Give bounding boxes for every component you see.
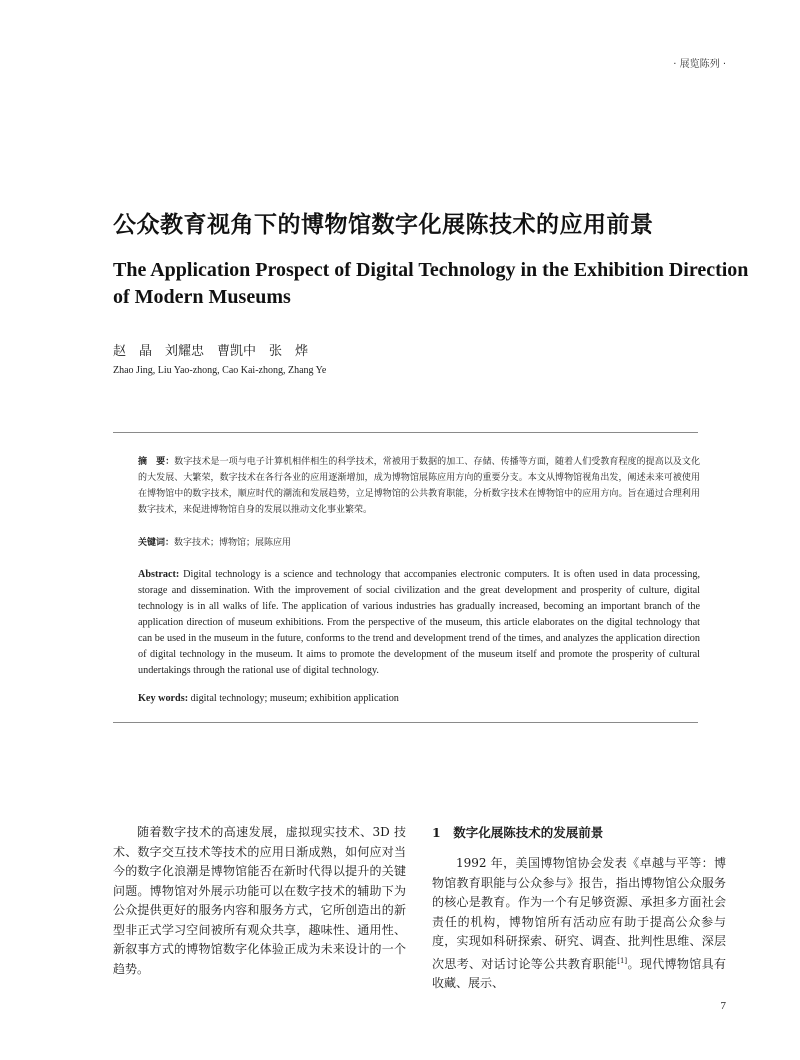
abstract-zh — [138, 454, 700, 518]
body-paragraph: 随着数字技术的高速发展，虚拟现实技术、3D 技术、数字交互技术等技术的应用日渐成熟，如何应对当今的数字化浪潮是博物馆能否在新时代得以提升的关键问题。博物馆对外展示功能可以在数字技术的辅助下为公众提供更好的服务内容和服务方式，它所创造出的新型非正式学习空间被所有观众共享，趣味性、通用性、新叙事方式的博物馆数字化体验正成为未来设计的一个趋势。 — [113, 825, 406, 976]
abstract-en-label: Abstract: — [138, 569, 180, 580]
title-en: The Application Prospect of Digital Technology in the Exhibition Direction of Modern Museums — [113, 259, 749, 308]
keywords-zh-label: 关键词： — [138, 538, 175, 548]
section-tag: · 展览陈列 · — [673, 59, 726, 70]
abstract-en-text: Digital technology is a science and technology that accompanies electronic computers. It is often used in data processing, storage and dissemination. With the improvement of social civilization and the great development and prosperity of culture, digital technology is in all walks of life. The application of various industries has gradually increased, becoming an important branch of the application direction of museum exhibitions. From the perspective of the museum, this article elaborates on the digital technology that can be used in the museum in the future, conforms to the trend and development trend of the times, and analyzes the application direction of digital technology in the museum. It aims to promote the development of the museum itself and promote the prosperity of cultural undertakings through the rational use of digital technology. — [138, 569, 700, 676]
body-paragraph-tail: 。现代博物馆具有收藏、展示、 — [432, 956, 726, 990]
body-right-column — [432, 823, 726, 994]
page-number: 7 — [720, 1000, 726, 1012]
abstract-en — [138, 567, 700, 679]
section-heading: 1 数字化展陈技术的发展前景 — [432, 825, 604, 840]
keywords-en — [138, 693, 399, 704]
abstract-zh-label: 摘 要： — [138, 457, 175, 467]
title-zh: 公众教育视角下的博物馆数字化展陈技术的应用前景 — [113, 211, 654, 238]
body-left-column — [113, 823, 406, 979]
authors-en: Zhao Jing, Liu Yao-zhong, Cao Kai-zhong, Zhang Ye — [113, 365, 327, 376]
top-divider — [113, 432, 698, 433]
abstract-zh-text: 数字技术是一项与电子计算机相伴相生的科学技术，常被用于数据的加工、存储、传播等方面，随着人们受教育程度的提高以及文化的大发展、大繁荣，数字技术在各行各业的应用逐渐增加，成为博物馆展陈应用方向的重要分支。本文从博物馆视角出发，阐述未来可被使用在博物馆中的数字技术，顺应时代的潮流和发展趋势，立足博物馆的公共教育职能，分析数字技术在博物馆中的应用方向。旨在通过合理利用数字技术，来促进博物馆自身的发展以推动文化事业繁荣。 — [138, 457, 700, 515]
citation-marker: [1] — [617, 956, 628, 965]
keywords-en-text: digital technology; museum; exhibition application — [188, 693, 399, 704]
bottom-divider — [113, 722, 698, 723]
keywords-zh — [138, 535, 291, 548]
keywords-en-label: Key words: — [138, 693, 189, 704]
body-paragraph — [432, 854, 726, 994]
keywords-zh-text: 数字技术；博物馆；展陈应用 — [174, 538, 292, 548]
authors-zh: 赵 晶 刘耀忠 曹凯中 张 烨 — [113, 344, 309, 359]
body-paragraph-text: 1992 年，美国博物馆协会发表《卓越与平等：博物馆教育职能与公众参与》报告，指出博物馆公众服务的核心是教育。作为一个有足够资源、承担多方面社会责任的机构，博物馆所有活动应有助于提高公众参与度，实现如科研探索、研究、调查、批判性思维、深层次思考、对话讨论等公共教育职能 — [432, 856, 726, 971]
